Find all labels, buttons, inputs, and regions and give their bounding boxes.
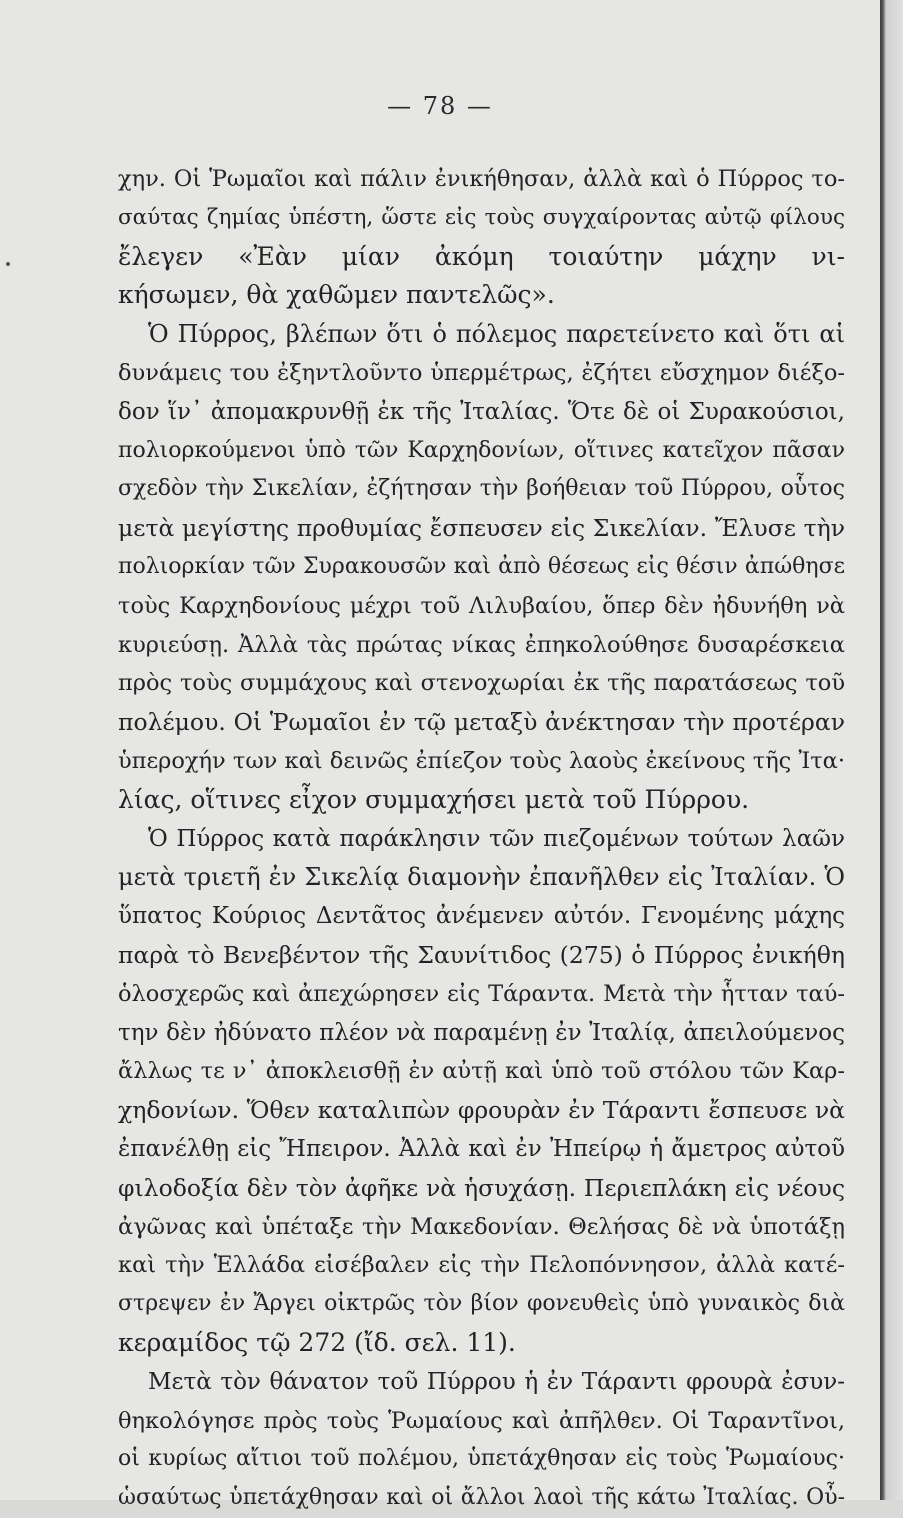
text-line: δον ἵν᾽ ἀπομακρυνθῇ ἐκ τῆς Ἰταλίας. Ὅτε δὲ οἱ Συρακούσιοι, — [118, 398, 845, 425]
page-edge-shadow — [880, 0, 903, 1500]
text-line: φιλοδοξία δὲν τὸν ἀφῆκε νὰ ἡσυχάσῃ. Περιεπλάκη εἰς νέους — [118, 1173, 845, 1202]
text-line: ἐπανέλθῃ εἰς Ἤπειρον. Ἀλλὰ καὶ ἐν Ἠπείρῳ ἡ ἄμετρος αὐτοῦ — [118, 1135, 845, 1162]
text-line: δυνάμεις του ἐξηντλοῦντο ὑπερμέτρως, ἐζήτει εὔσχημον διέξο- — [118, 359, 845, 386]
text-line: ὡσαύτως ὑπετάχθησαν καὶ οἱ ἄλλοι λαοὶ τῆς κάτω Ἰταλίας. Οὖ- — [118, 1485, 845, 1511]
text-line: τοὺς Καρχηδονίους μέχρι τοῦ Λιλυβαίου, ὅπερ δὲν ἠδυνήθη νὰ — [118, 592, 845, 619]
text-line: χηδονίων. Ὅθεν καταλιπὼν φρουρὰν ἐν Τάραντι ἔσπευσε νὰ — [118, 1096, 845, 1125]
text-line: στρεψεν ἐν Ἄργει οἰκτρῶς τὸν βίον φονευθεὶς ὑπὸ γυναικὸς διὰ — [118, 1291, 845, 1317]
text-line: ἄλλως τε ν᾽ ἀποκλεισθῇ ἐν αὐτῇ καὶ ὑπὸ τοῦ στόλου τῶν Καρ- — [118, 1058, 845, 1085]
text-line: παρὰ τὸ Βενεβέντον τῆς Σαυνίτιδος (275) ὁ Πύρρος ἐνικήθη — [118, 940, 845, 969]
text-line: ὑπεροχήν των καὶ δεινῶς ἐπίεζον τοὺς λαοὺς ἐκείνους τῆς Ἰτα· — [118, 747, 845, 774]
text-line: Μετὰ τὸν θάνατον τοῦ Πύρρου ἡ ἐν Τάραντι φρουρὰ ἐσυν- — [148, 1368, 845, 1395]
text-line: πολιορκούμενοι ὑπὸ τῶν Καρχηδονίων, οἵτινες κατεῖχον πᾶσαν — [118, 437, 845, 463]
text-line: σαύτας ζημίας ὑπέστη, ὥστε εἰς τοὺς συγχαίροντας αὐτῷ φίλους — [118, 204, 845, 230]
text-line: θηκολόγησε πρὸς τοὺς Ῥωμαίους καὶ ἀπῆλθεν. Οἱ Ταραντῖνοι, — [118, 1407, 845, 1434]
text-line: λίας, οἵτινες εἶχον συμμαχήσει μετὰ τοῦ Πύρρου. — [118, 784, 750, 814]
text-line: σχεδὸν τὴν Σικελίαν, ἐζήτησαν τὴν βοήθειαν τοῦ Πύρρου, οὗτος — [118, 476, 845, 502]
margin-mark — [6, 262, 10, 266]
text-line: μετὰ τριετῆ ἐν Σικελίᾳ διαμονὴν ἐπανῆλθεν εἰς Ἰταλίαν. Ὁ — [118, 863, 845, 892]
text-line: πρὸς τοὺς συμμάχους καὶ στενοχωρίαι ἐκ τῆς παρατάσεως τοῦ — [118, 670, 845, 697]
text-line: ὁλοσχερῶς καὶ ἀπεχώρησεν εἰς Τάραντα. Μετὰ τὴν ἧτταν ταύ- — [118, 980, 845, 1007]
text-line: κήσωμεν, θὰ χαθῶμεν παντελῶς». — [118, 280, 555, 310]
text-line: κεραμίδος τῷ 272 (ἴδ. σελ. 11). — [118, 1327, 516, 1357]
text-line: χην. Οἱ Ῥωμαῖοι καὶ πάλιν ἐνικήθησαν, ἀλλὰ καὶ ὁ Πύρρος το- — [118, 166, 845, 192]
text-line: Ὁ Πύρρος, βλέπων ὅτι ὁ πόλεμος παρετείνετο καὶ ὅτι αἱ — [148, 320, 845, 349]
text-line: την δὲν ἠδύνατο πλέον νὰ παραμένῃ ἐν Ἰταλίᾳ, ἀπειλούμενος — [118, 1019, 845, 1046]
page-number: — 78 — — [387, 92, 493, 120]
text-line: ἀγῶνας καὶ ὑπέταξε τὴν Μακεδονίαν. Θελήσας δὲ νὰ ὑποτάξῃ — [118, 1213, 845, 1240]
text-line: Ὁ Πύρρος κατὰ παράκλησιν τῶν πιεζομένων τούτων λαῶν — [148, 825, 845, 852]
text-line: καὶ τὴν Ἑλλάδα εἰσέβαλεν εἰς τὴν Πελοπόννησον, ἀλλὰ κατέ- — [118, 1252, 845, 1279]
text-line: κυριεύσῃ. Ἀλλὰ τὰς πρώτας νίκας ἐπηκολούθησε δυσαρέσκεια — [118, 631, 845, 658]
body-text — [118, 160, 845, 1518]
text-line: οἱ κυρίως αἴτιοι τοῦ πολέμου, ὑπετάχθησαν εἰς τοὺς Ῥωμαίους· — [118, 1446, 845, 1472]
text-line: πολέμου. Οἱ Ῥωμαῖοι ἐν τῷ μεταξὺ ἀνέκτησαν τὴν προτέραν — [118, 708, 845, 737]
text-line: ὕπατος Κούριος Δεντᾶτος ἀνέμενεν αὐτόν. Γενομένης μάχης — [118, 903, 845, 930]
text-line: ἔλεγεν «Ἐὰν μίαν ἀκόμη τοιαύτην μάχην νι- — [118, 241, 845, 271]
text-line: πολιορκίαν τῶν Συρακουσῶν καὶ ἀπὸ θέσεως εἰς θέσιν ἀπώθησε — [118, 553, 845, 579]
text-line: μετὰ μεγίστης προθυμίας ἔσπευσεν εἰς Σικελίαν. Ἔλυσε τὴν — [118, 514, 845, 543]
